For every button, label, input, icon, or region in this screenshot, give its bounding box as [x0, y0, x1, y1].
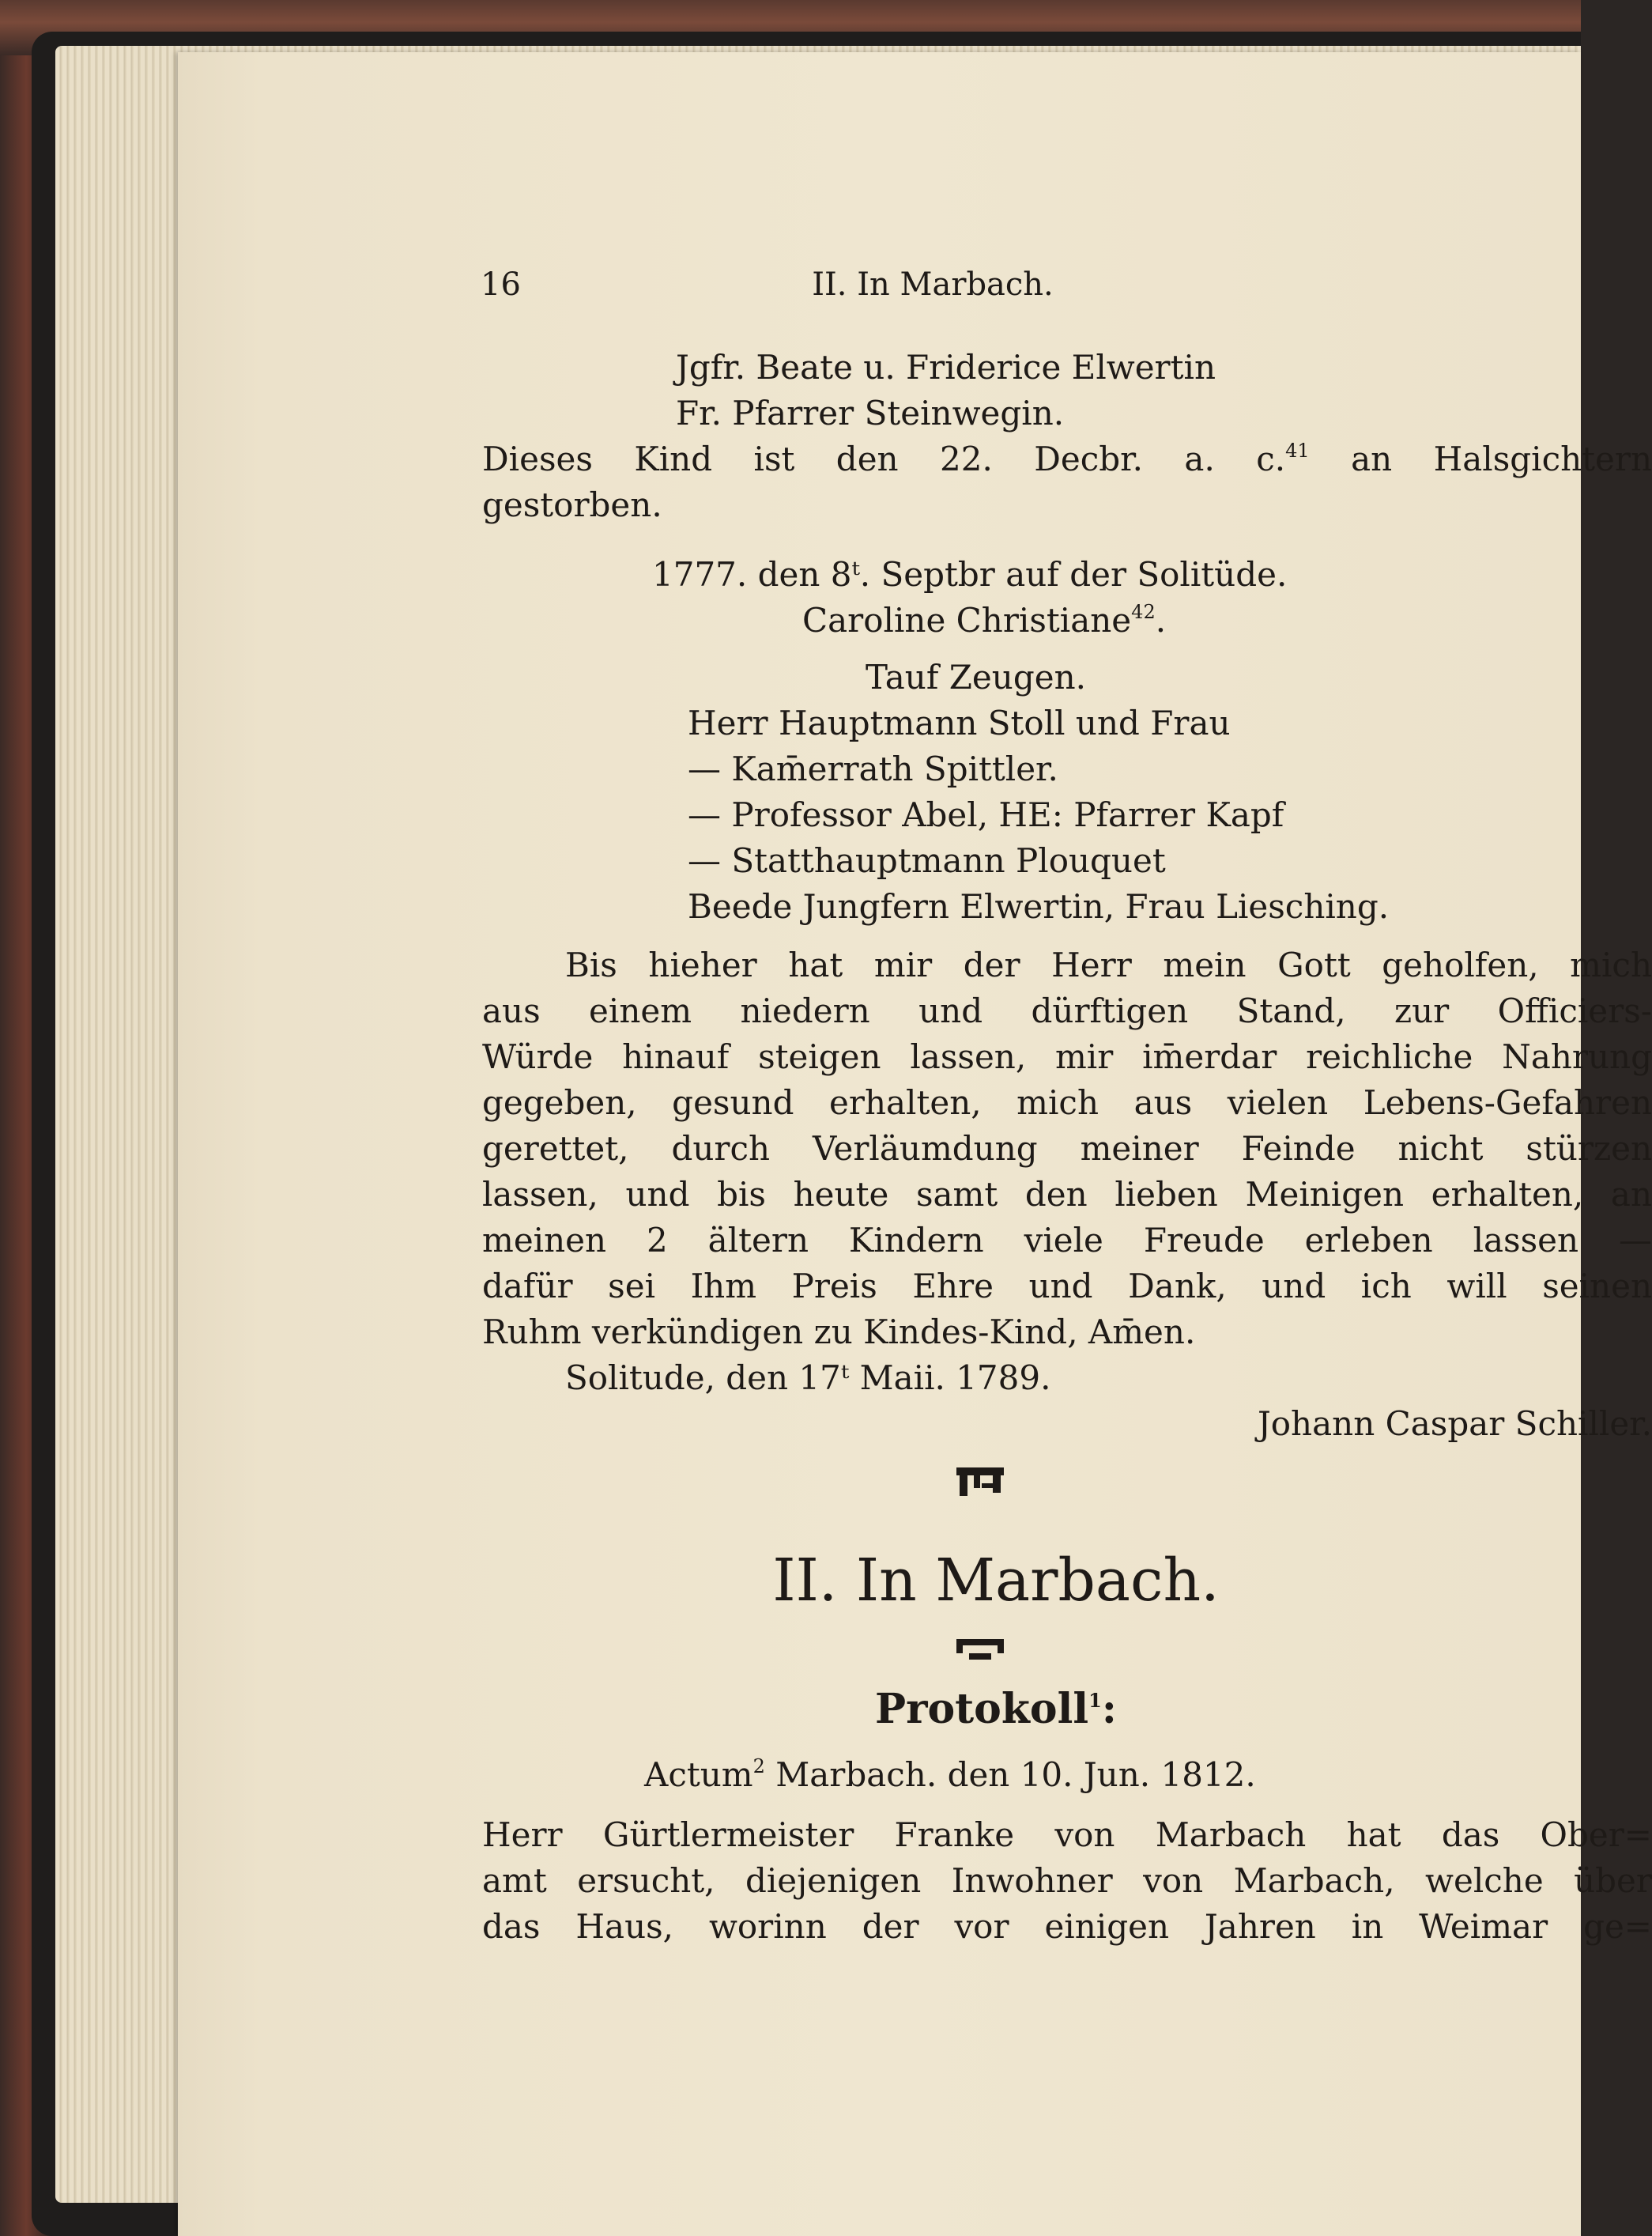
text-line: — Professor Abel, HE: Pfarrer Kapf — [688, 795, 1284, 834]
text-line: — Kam̄errath Spittler. — [688, 750, 1058, 788]
section-subtitle: Protokoll$^1$: — [874, 1685, 1117, 1733]
text-line: gegeben, gesund erhalten, mich aus vielen Lebens-Gefahren — [482, 1083, 1652, 1122]
footnote-ref: 42 — [1131, 601, 1156, 623]
ornament-icon — [955, 1637, 1005, 1666]
text-line: Ruhm verkündigen zu Kindes-Kind, Am̄en. — [482, 1313, 1196, 1351]
text-line: das Haus, worinn der vor einigen Jahren in Weimar ge= — [482, 1907, 1652, 1946]
footnote-ref: 2 — [752, 1755, 765, 1777]
text-line: Beede Jungfern Elwertin, Frau Liesching. — [688, 887, 1390, 926]
text-line: amt ersucht, diejenigen Inwohner von Marbach, welche über — [482, 1861, 1652, 1900]
text-line: lassen, und bis heute samt den lieben Meinigen erhalten, an — [482, 1175, 1652, 1214]
page-number: 16 — [481, 266, 521, 303]
text-line: Dieses Kind ist den 22. Decbr. a. c.$^{41}$ an Halsgichtern — [482, 440, 1652, 478]
text-line: Fr. Pfarrer Steinwegin. — [676, 394, 1065, 432]
text-line: Solitude, den 17ᵗ Maii. 1789. — [565, 1358, 1051, 1397]
text-line: gerettet, durch Verläumdung meiner Feinde nicht stürzen — [482, 1129, 1652, 1168]
text-line: Bis hieher hat mir der Herr mein Gott geholfen, mich — [565, 946, 1652, 984]
section-title: II. In Marbach. — [772, 1547, 1220, 1615]
text-line: Würde hinauf steigen lassen, mir im̄erdar reichliche Nahrung — [482, 1037, 1652, 1076]
text-line: Actum$^2$ Marbach. den 10. Jun. 1812. — [644, 1755, 1256, 1794]
text-line: Caroline Christiane$^{42}$. — [802, 601, 1167, 640]
text-line: aus einem niedern und dürftigen Stand, zur Officiers- — [482, 991, 1652, 1030]
text-line: gestorben. — [482, 485, 662, 524]
text-line: Herr Gürtlermeister Franke von Marbach hat das Ober= — [482, 1815, 1652, 1854]
text-line: Jgfr. Beate u. Friderice Elwertin — [676, 348, 1216, 387]
text-line: Herr Hauptmann Stoll und Frau — [688, 704, 1231, 742]
text-line: dafür sei Ihm Preis Ehre und Dank, und ich will seinen — [482, 1267, 1652, 1305]
signature-line: Johann Caspar Schiller. — [1257, 1404, 1652, 1443]
running-head: II. In Marbach. — [812, 266, 1054, 303]
ornament-icon — [955, 1466, 1005, 1499]
text-line: Tauf Zeugen. — [866, 658, 1086, 697]
text-line: 1777. den 8ᵗ. Septbr auf der Solitüde. — [652, 555, 1288, 594]
text-line: — Statthauptmann Plouquet — [688, 841, 1166, 880]
text-line: meinen 2 ältern Kindern viele Freude erleben lassen — — [482, 1221, 1652, 1260]
footnote-ref: 1 — [1088, 1688, 1102, 1712]
footnote-ref: 41 — [1285, 440, 1310, 462]
book-page — [178, 52, 1652, 2236]
